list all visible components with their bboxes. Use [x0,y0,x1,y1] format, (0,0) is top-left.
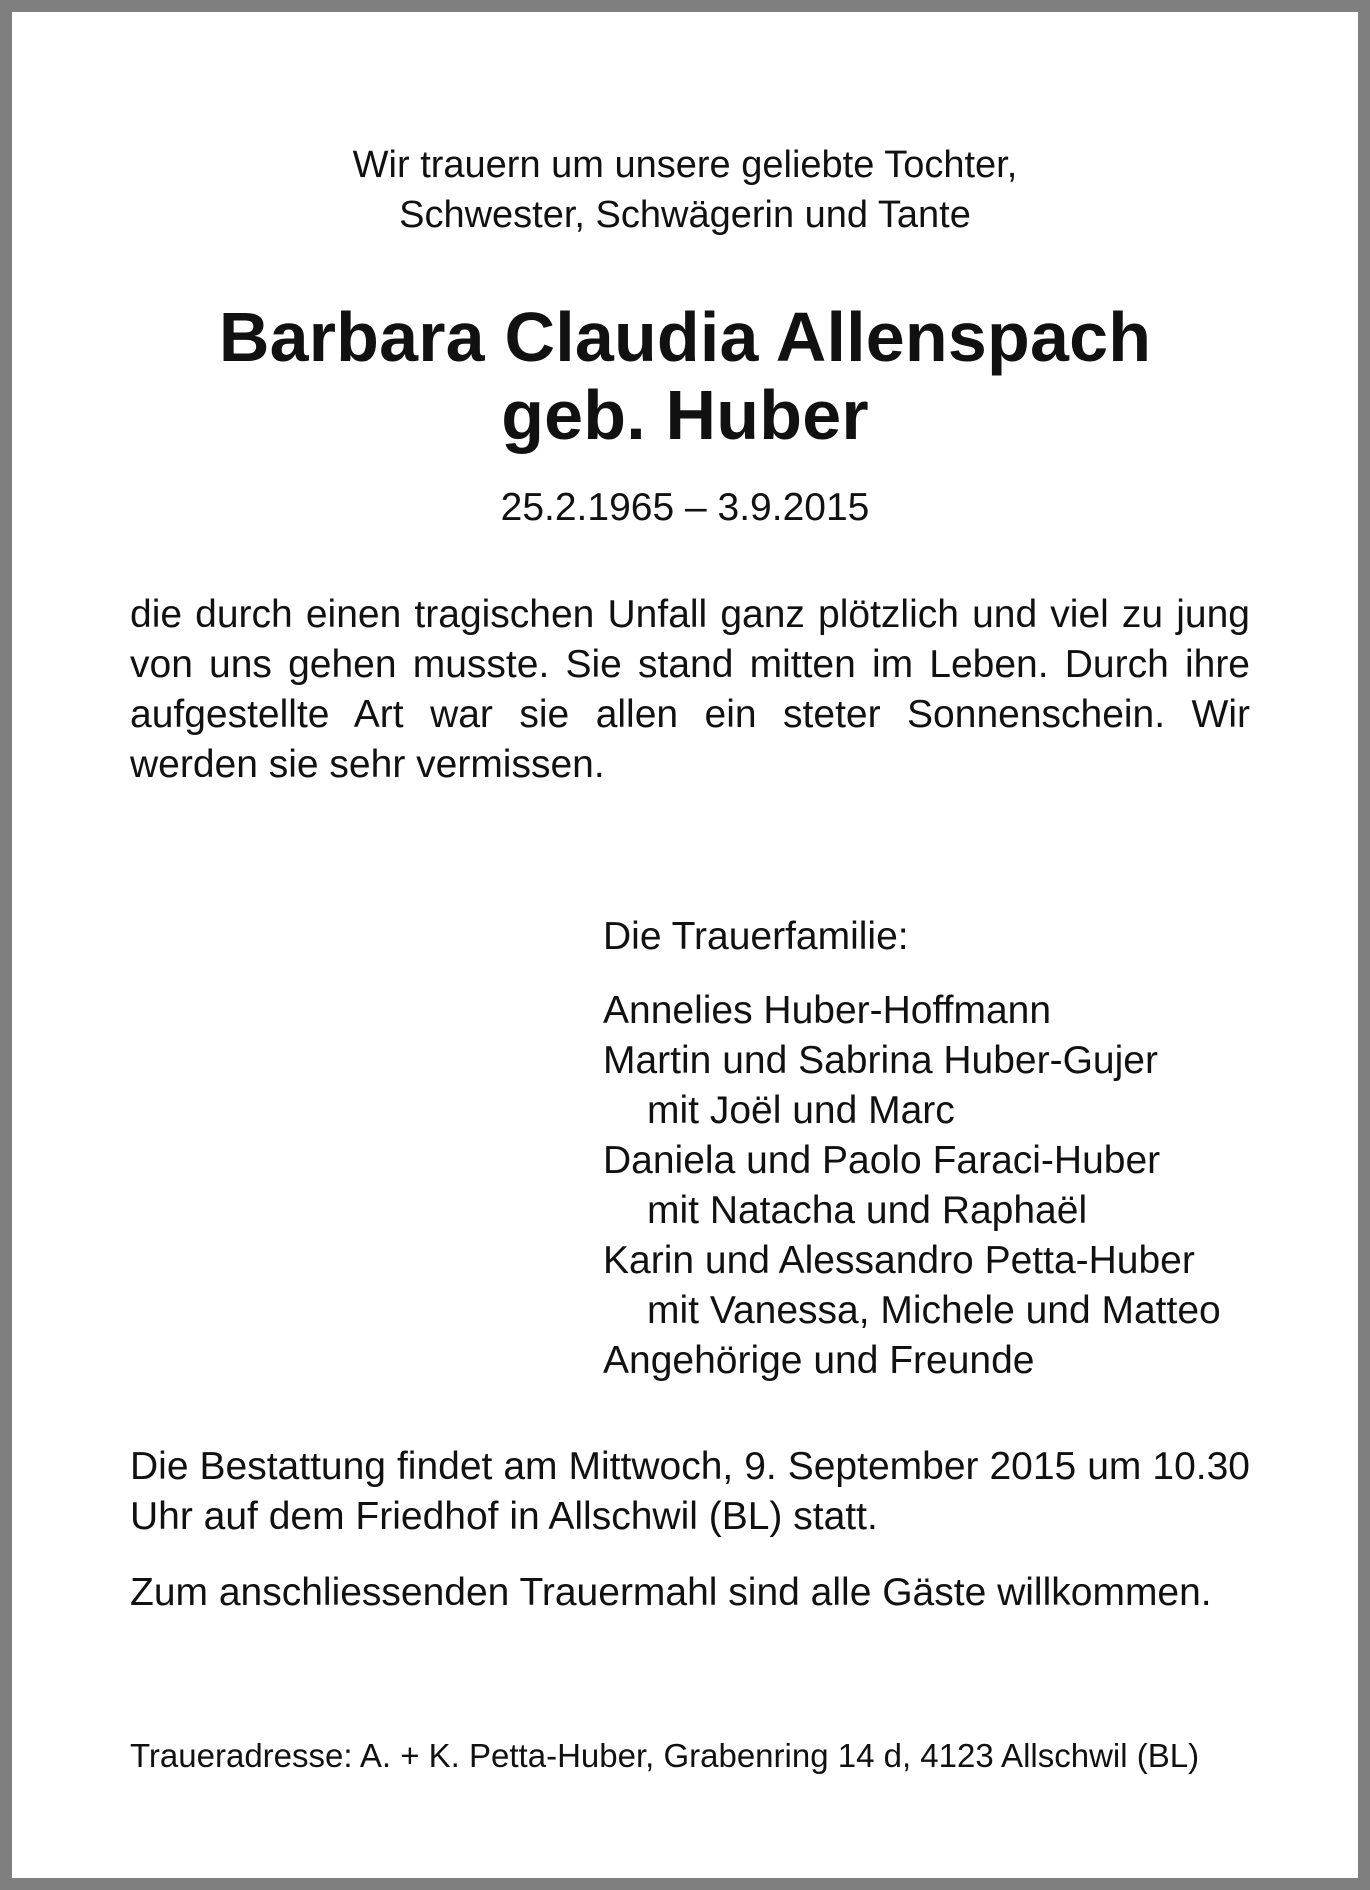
deceased-name [12,298,1358,454]
funeral-info: Die Bestattung findet am Mittwoch, 9. September 2015 um 10.30 Uhr auf dem Friedhof in Allschwil (BL) statt. [130,1445,1250,1538]
family-member: Angehörige und Freunde [603,1339,1035,1382]
intro-line-2: Schwester, Schwägerin und Tante [399,194,971,236]
family-member: Karin und Alessandro Petta-Huber [603,1239,1195,1282]
name-line-1: Barbara Claudia Allenspach [218,298,1152,376]
obituary-page [12,12,1358,1878]
family-member-children: mit Vanessa, Michele und Matteo [647,1289,1221,1332]
family-member-children: mit Natacha und Raphaël [647,1189,1088,1232]
mourning-family [603,912,1263,1386]
family-member-children: mit Joël und Marc [647,1089,955,1132]
memorial-paragraph: die durch einen tragischen Unfall ganz plötzlich und viel zu jung von uns gehen musste. Sie stand mitten im Leben. Durch ihre aufgestellte Art war sie allen ein steter Sonnenschein. Wir werden sie sehr vermissen. [130,593,1250,786]
intro-line-1: Wir trauern um unsere geliebte Tochter, [352,144,1018,186]
intro-text [12,140,1358,240]
reception-info: Zum anschliessenden Trauermahl sind alle Gäste willkommen. [130,1571,1212,1614]
family-member: Daniela und Paolo Faraci-Huber [603,1139,1161,1182]
name-line-2: geb. Huber [501,376,869,454]
family-member: Annelies Huber-Hoffmann [603,989,1052,1032]
life-dates: 25.2.1965 – 3.9.2015 [500,486,870,529]
family-heading: Die Trauerfamilie: [603,915,909,958]
family-member: Martin und Sabrina Huber-Gujer [603,1039,1158,1082]
mourning-address: Traueradresse: A. + K. Petta-Huber, Grabenring 14 d, 4123 Allschwil (BL) [130,1737,1200,1774]
